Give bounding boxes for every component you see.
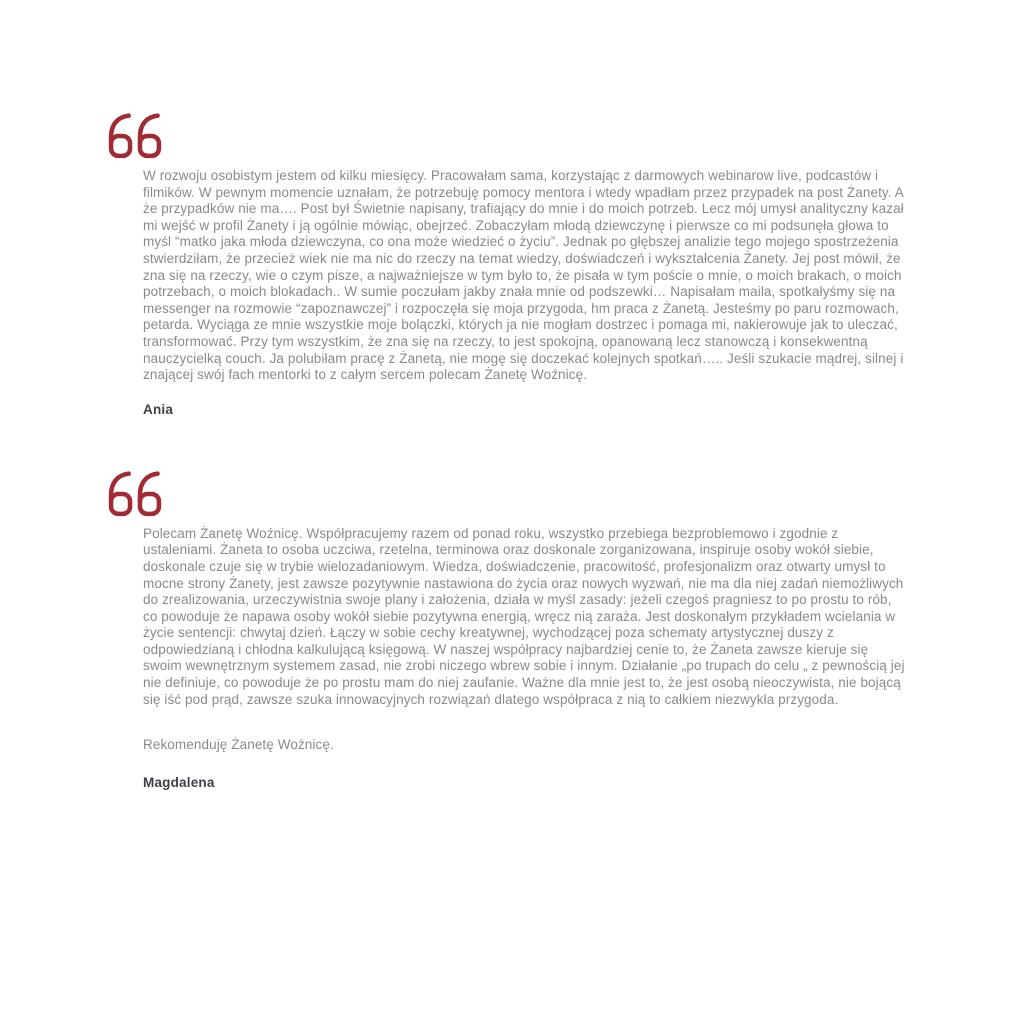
open-quote-icon [107,470,163,518]
testimonial-ania [107,112,909,418]
testimonial-closing: Rekomenduję Żanetę Woźnicę. [143,737,334,753]
testimonials-section [107,112,909,791]
testimonial-body [143,168,909,418]
testimonial-text: W rozwoju osobistym jestem od kilku miesięcy. Pracowałam sama, korzystając z darmowych webinarow live, podcastów i filmików. W pewnym momencie uznałam, że potrzebuję pomocy mentora i wtedy wpadłam przez przypadek na post Żanety. A że przypadków nie ma…. Post był Świetnie napisany, trafiający do mnie i do moich potrzeb. Lecz mój umysł analityczny kazał mi wejść w profil Żanety i ją ogólnie mówiąc, obejrzeć. Zobaczyłam młodą dziewczynę i pierwsze co mi podsunęła głowa to myśl “matko jaka młoda dziewczyna, co ona może wiedzieć o życiu”. Jednak po głębszej analizie tego mojego spostrzeżenia stwierdziłam, że przecież wiek nie ma nic do rzeczy na temat wiedzy, doświadczeń i wykształcenia Żanety. Jej post mówił, że zna się na rzeczy, wie o czym pisze, a najważniejsze w tym było to, że pisała w tym poście o mnie, o moich brakach, o moich potrzebach, o moich blokadach.. W sumie poczułam jakby znała mnie od podszewki… Napisałam maila, spotkałyśmy się na messenger na rozmowie “zapoznawczej” i rozpoczęła się moja przygoda, hm praca z Żanetą. Jesteśmy po paru rozmowach, petarda. Wyciąga ze mnie wszystkie moje bolączki, których ja nie mogłam dostrzec i pomaga mi, nakierowuje jak to uleczać, transformować. Przy tym wszystkim, że zna się na rzeczy, to jest spokojną, opanowaną lecz stanowczą i konsekwentną nauczycielką couch. Ja polubiłam pracę z Żanetą, nie mogę się doczekać kolejnych spotkań….. Jeśli szukacie mądrej, silnej i znającej swój fach mentorki to z całym sercem polecam Żanetę Woźnicę. [143,168,904,383]
author-name: Ania [143,401,174,417]
testimonial-text: Polecam Żanetę Woźnicę. Współpracujemy razem od ponad roku, wszystko przebiega bezproblemowo i zgodnie z ustaleniami. Żaneta to osoba uczciwa, rzetelna, terminowa oraz doskonale zorganizowana, inspiruje osoby wokół siebie, doskonale czuje się w trybie wielozadaniowym. Wiedza, doświadczenie, pracowitość, profesjonalizm oraz otwarty umysł to mocne strony Żanety, jest zawsze pozytywnie nastawiona do życia oraz nowych wyzwań, nie ma dla niej zadań niemożliwych do zrealizowania, urzeczywistnia swoje plany i założenia, działa w myśl zasady: jeżeli czegoś pragniesz to po prostu to rób, co powoduje że napawa osoby wokół siebie pozytywna energią, wręcz nią zaraża. Jest doskonałym przykładem wcielania w życie sentencji: chwytaj dzień. Łączy w sobie cechy kreatywnej, wychodzącej poza schematy artystycznej duszy z odpowiedzianą i chłodna kalkulującą księgową. W naszej współpracy najbardziej cenie to, że Żaneta zawsze kieruje się swoim wewnętrznym systemem zasad, nie zrobi niczego wbrew sobie i innym. Działanie „po trupach do celu „ z pewnością jej nie definiuje, co powoduje że po prostu mam do niej zaufanie. Ważne dla mnie jest to, że jest osobą nieoczywista, nie bojącą się iść pod prąd, zawsze szuka innowacyjnych rozwiązań dlatego współpraca z nią to całkiem niezwykła przygoda. [143,525,905,707]
open-quote-icon [107,112,163,160]
author-name: Magdalena [143,774,215,790]
testimonial-magdalena [107,470,909,791]
testimonial-body [143,526,909,791]
